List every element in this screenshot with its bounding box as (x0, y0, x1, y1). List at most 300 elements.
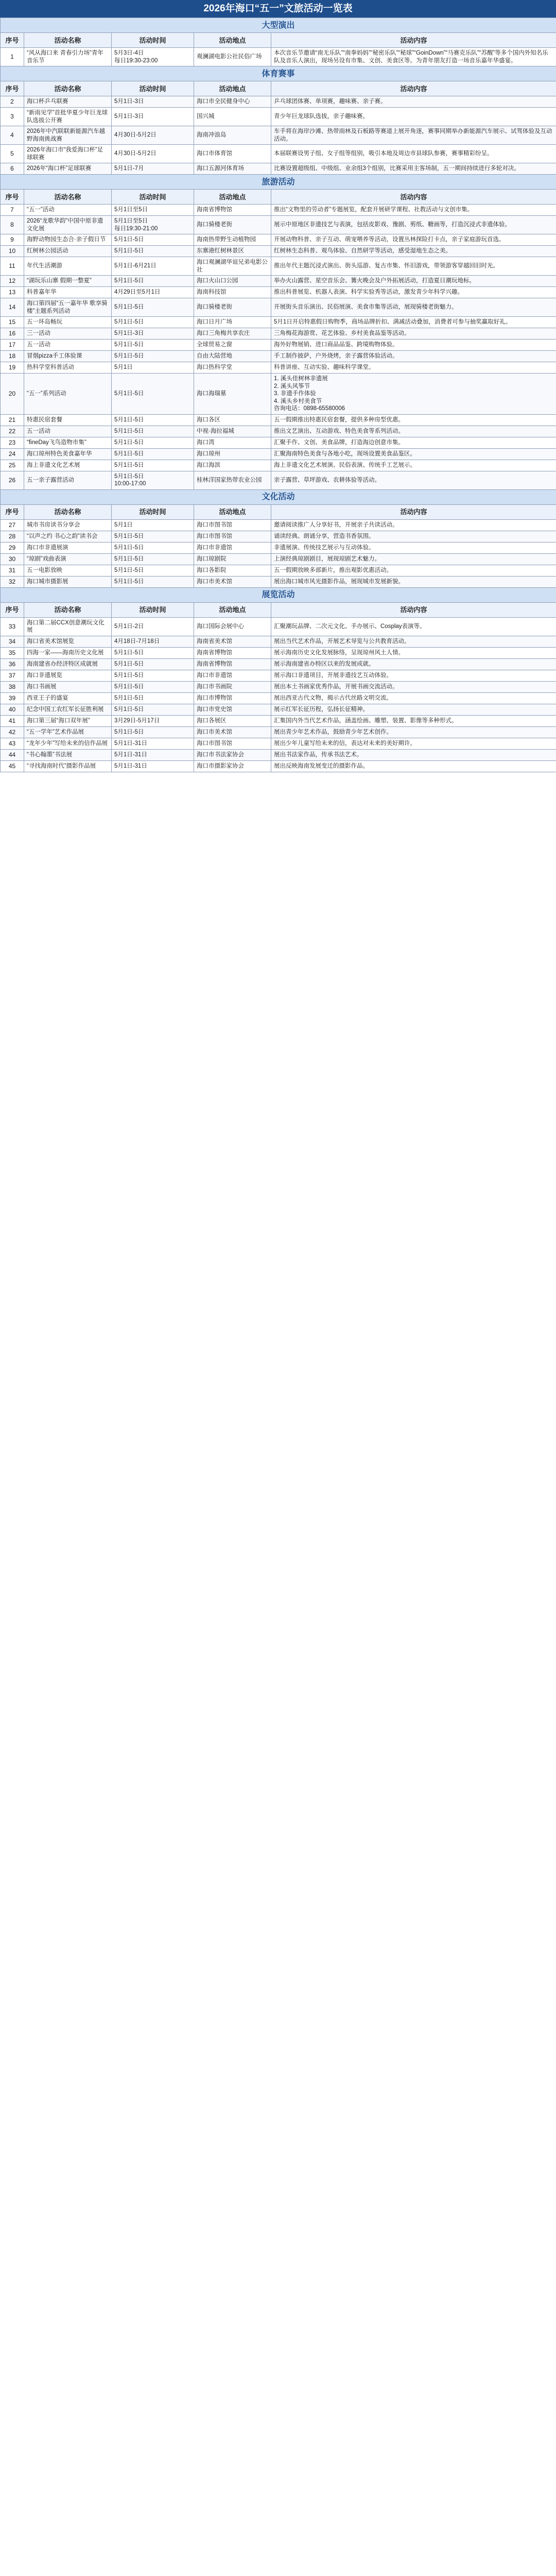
activity-time: 5月1日-5日 (112, 565, 194, 576)
activity-location: 海口市博物馆 (194, 692, 271, 704)
activity-time: 5月1日-5日 (112, 448, 194, 460)
row-number: 29 (1, 542, 24, 553)
activity-description: 推出科普展览、机器人表演、科学实验秀等活动，激发青少年科学兴趣。 (271, 287, 556, 298)
activity-name: 五一活动 (24, 426, 112, 437)
activity-time: 5月1日-7月 (112, 163, 194, 175)
activity-location: 海口三角梅共享农庄 (194, 328, 271, 340)
activity-location: 全球贸易之窗 (194, 340, 271, 351)
row-number: 34 (1, 636, 24, 647)
row-number: 22 (1, 426, 24, 437)
section-header (1, 587, 556, 602)
activity-time: 5月1日-5日 (112, 437, 194, 448)
activity-description: 汇聚手作、文创、美食品牌，打造海边创意市集。 (271, 437, 556, 448)
row-number: 3 (1, 108, 24, 126)
activity-name: 四海一家——海南历史文化展 (24, 647, 112, 658)
column-header-row (1, 504, 556, 519)
row-number: 40 (1, 704, 24, 715)
activity-description: 展出书法家作品，传承书法艺术。 (271, 749, 556, 760)
row-number: 14 (1, 298, 24, 317)
table-row (1, 576, 556, 587)
table-row (1, 246, 556, 257)
activity-location: 海口市图书馆 (194, 738, 271, 749)
table-row (1, 738, 556, 749)
row-number: 42 (1, 726, 24, 738)
activity-name: “以声之约 书心之韵”读书会 (24, 531, 112, 542)
activity-time: 5月1日-5日 (112, 234, 194, 246)
activity-time: 5月1日-5日 (112, 670, 194, 681)
activity-description: 汇集国内外当代艺术作品，涵盖绘画、雕塑、装置、影像等多种形式。 (271, 715, 556, 726)
activity-location: 海口市非遗馆 (194, 542, 271, 553)
row-number: 13 (1, 287, 24, 298)
activity-time: 5月1日-5日 (112, 426, 194, 437)
activity-time: 5月1日-5日 (112, 276, 194, 287)
row-number: 32 (1, 576, 24, 587)
table-row (1, 704, 556, 715)
activity-name: 海口市非遗展演 (24, 542, 112, 553)
activity-description: 诵读经典、朗诵分享，营造书香氛围。 (271, 531, 556, 542)
row-number: 24 (1, 448, 24, 460)
activity-location: 海口市书画院 (194, 681, 271, 692)
activity-name: 海上非遗文化艺术展 (24, 460, 112, 471)
activity-description: 科普讲座、互动实验、趣味科学课堂。 (271, 362, 556, 374)
activity-time: 5月1日-5日 (112, 553, 194, 565)
activity-location: 海南省美术馆 (194, 636, 271, 647)
activity-name: 海口第三届“海口双年展” (24, 715, 112, 726)
activity-description: 手工制作披萨，户外烧烤，亲子露营体验活动。 (271, 351, 556, 362)
activity-name: “龙年少年”写给未来的信作品展 (24, 738, 112, 749)
table-row (1, 647, 556, 658)
activity-location: 海南冲浪岛 (194, 126, 271, 145)
table-row (1, 287, 556, 298)
activity-time: 5月1日-2日 (112, 617, 194, 636)
column-header-no: 序号 (1, 504, 24, 519)
activity-name: 海口杯乒乓联赛 (24, 96, 112, 108)
activity-description: 展出海口城市风光摄影作品，展现城市发展新貌。 (271, 576, 556, 587)
activity-name: 年代生活潮游 (24, 257, 112, 276)
row-number: 15 (1, 317, 24, 328)
activity-name: “书心翰墨”书法展 (24, 749, 112, 760)
activity-description: 5月1日开启特惠假日购物季，商场品牌折扣、满减活动叠加，消费者可参与抽奖赢取好礼。 (271, 317, 556, 328)
row-number: 30 (1, 553, 24, 565)
column-header-loc: 活动地点 (194, 33, 271, 48)
activity-name: 三一活动 (24, 328, 112, 340)
activity-location: 海口市体育馆 (194, 145, 271, 163)
section-title: 大型演出 (1, 18, 556, 33)
activity-name: “风从海口来 青春引力场”青年音乐节 (24, 48, 112, 66)
activity-name: “新雨见学”首批华夏少年巨龙球队选拔公开赛 (24, 108, 112, 126)
activity-time: 5月1日-5日 (112, 726, 194, 738)
activity-location: 海口市摄影家协会 (194, 760, 271, 772)
table-row (1, 205, 556, 216)
table-row (1, 749, 556, 760)
activity-time: 5月1日-5日 (112, 692, 194, 704)
activity-description: 展示海口非遗项目，开展非遗技艺互动体验。 (271, 670, 556, 681)
activity-time: 5月1日-5日 (112, 681, 194, 692)
table-row (1, 362, 556, 374)
table-row (1, 48, 556, 66)
activity-description: 五一假期推出特惠民宿套餐，提供多种房型优惠。 (271, 414, 556, 426)
activity-name: “五一学年”艺术作品展 (24, 726, 112, 738)
row-number: 20 (1, 374, 24, 415)
activity-location: 观澜湖电影公社民俗广场 (194, 48, 271, 66)
table-row (1, 145, 556, 163)
activity-time: 5月1日-3日 (112, 96, 194, 108)
activity-description: 开展动物科普、亲子互动、萌宠喂养等活动，设置丛林探险打卡点，亲子家庭游玩首选。 (271, 234, 556, 246)
activity-time: 5月1日-5日 (112, 298, 194, 317)
page-title: 2026年海口“五一”文旅活动一览表 (0, 0, 556, 18)
activity-description: 展出西亚古代文物，揭示古代丝路文明交流。 (271, 692, 556, 704)
activity-location: 海口观澜湖华谊兄弟电影公社 (194, 257, 271, 276)
activity-name: 城市书房读书分享会 (24, 519, 112, 531)
table-row (1, 519, 556, 531)
row-number: 43 (1, 738, 24, 749)
activity-time: 5月1日-31日 (112, 738, 194, 749)
activity-name: 2026年海口市“我爱海口杯”足球联赛 (24, 145, 112, 163)
row-number: 41 (1, 715, 24, 726)
row-number: 35 (1, 647, 24, 658)
activity-location: 海口国际会展中心 (194, 617, 271, 636)
activity-name: 2026“龙歌华韵”中国中原非遗文化展 (24, 216, 112, 234)
activity-time: 5月1日-5日 (112, 374, 194, 415)
table-row (1, 328, 556, 340)
activity-name: 五一活动 (24, 340, 112, 351)
activity-location: 海南省博物馆 (194, 205, 271, 216)
activity-time: 5月1日 (112, 362, 194, 374)
activity-location: 海口各区 (194, 414, 271, 426)
activity-description: 展示红军长征历程，弘扬长征精神。 (271, 704, 556, 715)
row-number: 44 (1, 749, 24, 760)
activity-time: 5月1日-5日 (112, 658, 194, 670)
column-header-name: 活动名称 (24, 602, 112, 617)
activity-description: 1. 溪头佳树林非遗展 2. 溪头风筝节 3. 非遗手作体验 4. 溪头乡村美食节 咨询电话：0898-65580006 (271, 374, 556, 415)
table-row (1, 96, 556, 108)
row-number: 1 (1, 48, 24, 66)
table-row (1, 617, 556, 636)
activity-time: 5月1日-5日 (112, 340, 194, 351)
row-number: 37 (1, 670, 24, 681)
section-header (1, 18, 556, 33)
activity-location: 海口日月广场 (194, 317, 271, 328)
row-number: 6 (1, 163, 24, 175)
table-row (1, 715, 556, 726)
activity-time: 5月1日-5日 10:00-17:00 (112, 471, 194, 489)
table-row (1, 126, 556, 145)
section-title: 展览活动 (1, 587, 556, 602)
activity-name: 海口非遗展览 (24, 670, 112, 681)
column-header-time: 活动时间 (112, 81, 194, 96)
activity-location: 海口骑楼老街 (194, 298, 271, 317)
activity-time: 5月1日-5日 (112, 351, 194, 362)
row-number: 12 (1, 276, 24, 287)
activity-description: 展示海南建省办特区以来的发展成就。 (271, 658, 556, 670)
activity-name: “fineDay飞鸟造物市集” (24, 437, 112, 448)
row-number: 8 (1, 216, 24, 234)
activity-name: 五一电影放映 (24, 565, 112, 576)
activity-name: 海南建省办经济特区成就展 (24, 658, 112, 670)
activity-name: “琼剧”戏曲表演 (24, 553, 112, 565)
column-header-row (1, 190, 556, 205)
column-header-time: 活动时间 (112, 190, 194, 205)
activity-time: 5月1日-5日 (112, 246, 194, 257)
activity-name: 海口城市摄影展 (24, 576, 112, 587)
activity-location: 海南热带野生动植物园 (194, 234, 271, 246)
activity-location: 海南科技馆 (194, 287, 271, 298)
activity-location: 海口海瑞墓 (194, 374, 271, 415)
activity-name: 五一亲子露营活动 (24, 471, 112, 489)
activity-time: 5月1日-5日 (112, 576, 194, 587)
activity-time: 5月1日-5日 (112, 647, 194, 658)
row-number: 38 (1, 681, 24, 692)
activity-description: 亲子露营、草坪游戏、农耕体验等活动。 (271, 471, 556, 489)
activity-time: 5月1日-5日 (112, 317, 194, 328)
activity-description: 海上非遗文化艺术展演、民俗表演、传统手工艺展示。 (271, 460, 556, 471)
activity-time: 5月1日-6月21日 (112, 257, 194, 276)
column-header-time: 活动时间 (112, 602, 194, 617)
row-number: 11 (1, 257, 24, 276)
table-row (1, 726, 556, 738)
table-row (1, 340, 556, 351)
table-row (1, 298, 556, 317)
table-row (1, 460, 556, 471)
table-row (1, 542, 556, 553)
activity-name: 2026年中汽联联新能源汽车越野海南挑战赛 (24, 126, 112, 145)
activity-table (0, 18, 556, 772)
activity-name: “湖玩乐山寨 假期一整夏” (24, 276, 112, 287)
activity-location: 海口各展区 (194, 715, 271, 726)
table-row (1, 374, 556, 415)
table-row (1, 437, 556, 448)
activity-location: 海口市非遗馆 (194, 670, 271, 681)
row-number: 4 (1, 126, 24, 145)
activity-description: 五一假期放映多部新片，推出观影优惠活动。 (271, 565, 556, 576)
row-number: 16 (1, 328, 24, 340)
activity-description: 展示中原地区非遗技艺与表演，包括皮影戏、豫剧、剪纸、糖画等，打造沉浸式非遗体验。 (271, 216, 556, 234)
activity-name: 海口书画展 (24, 681, 112, 692)
section-header (1, 66, 556, 81)
column-header-desc: 活动内容 (271, 504, 556, 519)
row-number: 39 (1, 692, 24, 704)
row-number: 7 (1, 205, 24, 216)
table-row (1, 448, 556, 460)
activity-description: 汇聚海南特色美食与各地小吃，现场设置美食品鉴区。 (271, 448, 556, 460)
activity-time: 5月1日-31日 (112, 760, 194, 772)
section-header (1, 489, 556, 504)
activity-description: 海外好物展销、进口商品品鉴、跨境购物体验。 (271, 340, 556, 351)
activity-name: 海口第二届CCX创意潮玩文化展 (24, 617, 112, 636)
activity-time: 3月29日-5月17日 (112, 715, 194, 726)
activity-description: 非遗展演、传统技艺展示与互动体验。 (271, 542, 556, 553)
activity-description: 本届联赛设男子组、女子组等组别，吸引本地及周边市县球队参赛，赛事精彩纷呈。 (271, 145, 556, 163)
row-number: 27 (1, 519, 24, 531)
table-row (1, 658, 556, 670)
table-row (1, 471, 556, 489)
row-number: 23 (1, 437, 24, 448)
activity-name: 冒烟pizza手工体验课 (24, 351, 112, 362)
table-row (1, 692, 556, 704)
activity-location: 海口市美术馆 (194, 576, 271, 587)
row-number: 31 (1, 565, 24, 576)
activity-name: “五一”活动 (24, 205, 112, 216)
column-header-name: 活动名称 (24, 190, 112, 205)
activity-location: 海口市美术馆 (194, 726, 271, 738)
row-number: 10 (1, 246, 24, 257)
row-number: 45 (1, 760, 24, 772)
activity-name: 2026年“海口杯”足球联赛 (24, 163, 112, 175)
activity-location: 海口市图书馆 (194, 519, 271, 531)
activity-description: 展出少年儿童写给未来的信，表达对未来的美好期许。 (271, 738, 556, 749)
activity-description: 青少年巨龙球队选拔，亲子趣味赛。 (271, 108, 556, 126)
activity-time: 4月30日-5月2日 (112, 145, 194, 163)
section-header (1, 175, 556, 190)
table-row (1, 108, 556, 126)
activity-name: 红树林公园活动 (24, 246, 112, 257)
column-header-loc: 活动地点 (194, 81, 271, 96)
column-header-desc: 活动内容 (271, 602, 556, 617)
activity-time: 5月1日-5日 (112, 542, 194, 553)
activity-location: 海口热科学堂 (194, 362, 271, 374)
activity-description: 展出青少年艺术作品，鼓励青少年艺术创作。 (271, 726, 556, 738)
activity-name: 特惠民宿套餐 (24, 414, 112, 426)
activity-location: 海口火山口公园 (194, 276, 271, 287)
activity-location: 自由大陆营地 (194, 351, 271, 362)
activity-description: 汇聚潮玩品牌、二次元文化、手办展示、Cosplay表演等。 (271, 617, 556, 636)
activity-location: 桂林洋国家热带农业公园 (194, 471, 271, 489)
column-header-no: 序号 (1, 33, 24, 48)
activity-time: 5月1日 (112, 519, 194, 531)
activity-description: 邀请阅读推广人分享好书，开展亲子共读活动。 (271, 519, 556, 531)
activity-description: 推出文艺演出、互动游戏、特色美食等系列活动。 (271, 426, 556, 437)
column-header-row (1, 33, 556, 48)
activity-name: 西亚王子的盛宴 (24, 692, 112, 704)
activity-description: 三角梅花海游赏、花艺体验、乡村美食品鉴等活动。 (271, 328, 556, 340)
activity-location: 海口市书法家协会 (194, 749, 271, 760)
row-number: 19 (1, 362, 24, 374)
table-row (1, 351, 556, 362)
activity-location: 海口湾 (194, 437, 271, 448)
table-row (1, 636, 556, 647)
column-header-desc: 活动内容 (271, 81, 556, 96)
activity-description: 举办火山露营、星空音乐会、篝火晚会及户外拓展活动，打造夏日潮玩地标。 (271, 276, 556, 287)
column-header-time: 活动时间 (112, 504, 194, 519)
activity-name: 科普嘉年华 (24, 287, 112, 298)
activity-name: “寻找海南时代”摄影作品展 (24, 760, 112, 772)
section-title: 旅游活动 (1, 175, 556, 190)
column-header-desc: 活动内容 (271, 190, 556, 205)
activity-location: 海口骑楼老街 (194, 216, 271, 234)
activity-description: 车手将在海岸沙滩、热带雨林及石板路等赛道上展开角逐，赛事同期举办新能源汽车展示、试驾体验及互动活动。 (271, 126, 556, 145)
activity-location: 海南省博物馆 (194, 647, 271, 658)
row-number: 17 (1, 340, 24, 351)
activity-time: 5月1日-31日 (112, 749, 194, 760)
activity-table-body (1, 18, 556, 772)
activity-name: 五一环岛畅玩 (24, 317, 112, 328)
table-row (1, 426, 556, 437)
activity-description: 红树林生态科普、观鸟体验、自然研学等活动，感受湿地生态之美。 (271, 246, 556, 257)
table-row (1, 216, 556, 234)
table-row (1, 531, 556, 542)
activity-location: 海口琼州 (194, 448, 271, 460)
activity-name: 纪念中国工农红军长征胜利展 (24, 704, 112, 715)
table-row (1, 317, 556, 328)
column-header-no: 序号 (1, 602, 24, 617)
column-header-no: 序号 (1, 190, 24, 205)
activity-time: 5月1日-5日 (112, 704, 194, 715)
activity-name: 热科学堂科普活动 (24, 362, 112, 374)
row-number: 5 (1, 145, 24, 163)
table-row (1, 565, 556, 576)
column-header-desc: 活动内容 (271, 33, 556, 48)
activity-time: 5月1日-5日 (112, 531, 194, 542)
activity-time: 5月1日-3日 (112, 328, 194, 340)
activity-description: 展示海南历史文化发展脉络，呈现琼州风土人情。 (271, 647, 556, 658)
activity-name: 海口第四届“五一嘉年华 歌享骑楼”主题系列活动 (24, 298, 112, 317)
column-header-no: 序号 (1, 81, 24, 96)
column-header-row (1, 81, 556, 96)
activity-location: 国兴城 (194, 108, 271, 126)
activity-name: 海口琼州特色美食嘉年华 (24, 448, 112, 460)
table-row (1, 234, 556, 246)
table-row (1, 670, 556, 681)
row-number: 9 (1, 234, 24, 246)
activity-time: 4月29日至5月1日 (112, 287, 194, 298)
row-number: 36 (1, 658, 24, 670)
row-number: 21 (1, 414, 24, 426)
table-row (1, 553, 556, 565)
activity-description: 乒乓球团体赛、单项赛，趣味赛、亲子赛。 (271, 96, 556, 108)
column-header-loc: 活动地点 (194, 190, 271, 205)
table-row (1, 276, 556, 287)
activity-description: 上演经典琼剧剧目，展现琼剧艺术魅力。 (271, 553, 556, 565)
activity-description: 开展街头音乐演出、民俗展演、美食市集等活动，展现骑楼老街魅力。 (271, 298, 556, 317)
activity-time: 5月3日-4日 每日19:30-23:00 (112, 48, 194, 66)
activity-time: 5月1日-3日 (112, 108, 194, 126)
section-title: 文化活动 (1, 489, 556, 504)
activity-description: 比赛设置超级组、中级组、业余组3个组别，比赛采用主客场制，五一期间持续进行多轮对决。 (271, 163, 556, 175)
activity-location: 海口海滨 (194, 460, 271, 471)
table-row (1, 760, 556, 772)
activity-location: 东寨港红树林景区 (194, 246, 271, 257)
activity-description: 展出当代艺术作品，开展艺术导览与公共教育活动。 (271, 636, 556, 647)
activity-time: 4月18日-7月18日 (112, 636, 194, 647)
row-number: 25 (1, 460, 24, 471)
row-number: 28 (1, 531, 24, 542)
activity-time: 5月1日至5日 (112, 205, 194, 216)
row-number: 18 (1, 351, 24, 362)
activity-description: 推出年代主题沉浸式演出、街头巡游、复古市集、怀旧游戏，带领游客穿越回旧时光。 (271, 257, 556, 276)
activity-description: 推出“文物里的劳动者”专题展览，配套开展研学课程、社教活动与文创市集。 (271, 205, 556, 216)
row-number: 2 (1, 96, 24, 108)
activity-location: 海南省博物馆 (194, 658, 271, 670)
activity-time: 5月1日至5日 每日19:30-21:00 (112, 216, 194, 234)
activity-location: 中视·海拉福城 (194, 426, 271, 437)
activity-location: 海口琼剧院 (194, 553, 271, 565)
column-header-name: 活动名称 (24, 81, 112, 96)
activity-location: 海口市党史馆 (194, 704, 271, 715)
row-number: 33 (1, 617, 24, 636)
table-row (1, 681, 556, 692)
activity-name: 海口省美术馆展览 (24, 636, 112, 647)
activity-time: 5月1日-5日 (112, 460, 194, 471)
page (0, 0, 556, 772)
activity-description: 展出本土书画家优秀作品，开展书画交流活动。 (271, 681, 556, 692)
activity-description: 本次音乐节邀请“南无乐队”“南拳妈妈”“秘密乐队”“秘球”“GoinDown”“马赛克乐队”“苏醒”等多个国内外知名乐队及音乐人演出，现场另设有市集、文创、美食区等。为青年朋友打造一场音乐嘉年华盛宴。 (271, 48, 556, 66)
activity-time: 4月30日-5月2日 (112, 126, 194, 145)
activity-location: 海口市全民健身中心 (194, 96, 271, 108)
column-header-name: 活动名称 (24, 33, 112, 48)
row-number: 26 (1, 471, 24, 489)
column-header-row (1, 602, 556, 617)
column-header-name: 活动名称 (24, 504, 112, 519)
